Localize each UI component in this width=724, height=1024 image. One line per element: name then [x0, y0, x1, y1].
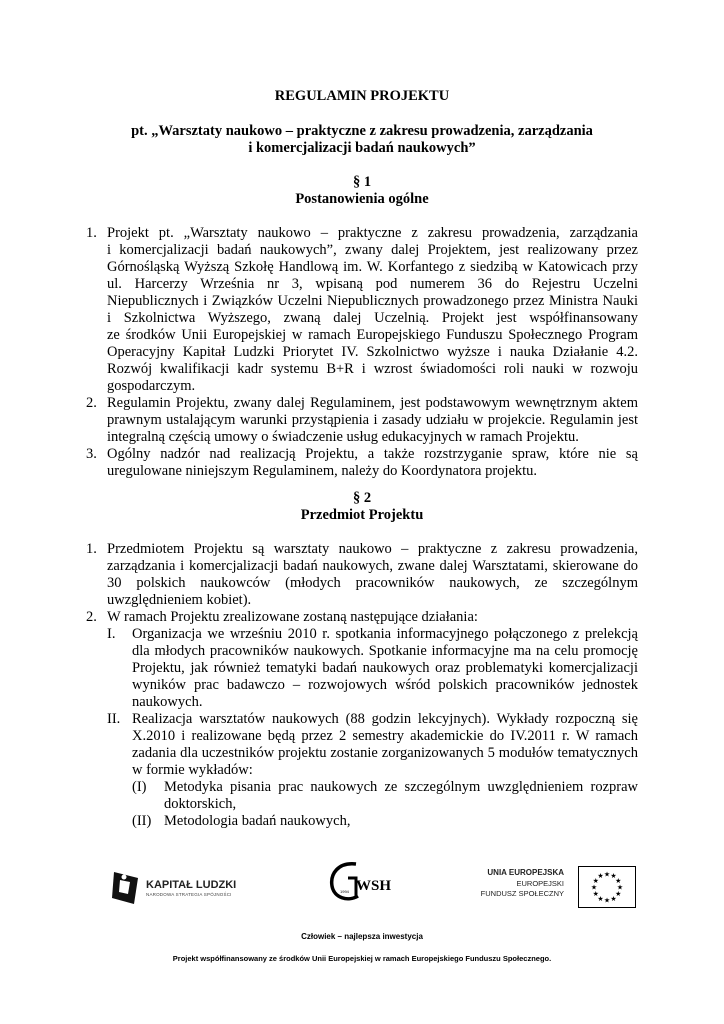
- section-1-item-line: Projekt pt. „Warsztaty naukowo – praktyczne z zakresu prowadzenia, zarządzania: [107, 225, 638, 241]
- svg-text:1994: 1994: [340, 889, 349, 894]
- section-2-item-line: 30 polskich naukowców (młodych pracowników naukowych, ze szczególnym: [107, 575, 638, 591]
- section-2-module-line: Metodyka pisania prac naukowych ze szczególnym uwzględnieniem rozpraw: [164, 779, 638, 795]
- section-1-item-line: Rozwój kwalifikacji kadr systemu B+R i wzrost świadomości roli nauki w rozwoju: [107, 361, 638, 377]
- eu-star-icon: ★: [603, 896, 611, 905]
- section-2-module-line: doktorskich,: [164, 796, 237, 812]
- eu-star-icon: ★: [610, 894, 617, 903]
- footer-logos: [0, 856, 724, 916]
- section-2-item-line: uwzględnieniem kobiet).: [107, 592, 252, 608]
- eu-flag-icon: [578, 866, 636, 908]
- section-2-subitem-line: naukowych.: [132, 694, 203, 710]
- section-2-subitem-number: II.: [107, 711, 121, 727]
- svg-text:WSH: WSH: [356, 878, 392, 894]
- eu-star-icon: ★: [603, 870, 611, 879]
- section-1-item-line: integralną częścią umowy o świadczenie usług edukacyjnych w ramach Projektu.: [107, 429, 579, 445]
- eu-star-icon: ★: [597, 894, 604, 903]
- document-subtitle-line-1: pt. „Warsztaty naukowo – praktyczne z zakresu prowadzenia, zarządzania: [131, 123, 593, 139]
- section-2-item-number: 2.: [86, 609, 97, 625]
- section-1-item-number: 3.: [86, 446, 97, 462]
- section-1-item-line: prawnym ustalającym warunki przystąpienia i zasady udziału w projekcie. Regulamin jest: [107, 412, 638, 428]
- section-2-module-number: (II): [132, 813, 152, 829]
- section-2-module-number: (I): [132, 779, 147, 795]
- section-2-module-line: Metodologia badań naukowych,: [164, 813, 351, 829]
- eu-star-icon: ★: [597, 872, 604, 881]
- section-2-subitem-line: Organizacja we wrześniu 2010 r. spotkania informacyjnego połączonego z prelekcją: [132, 626, 638, 642]
- section-2-subitem-line: dla młodych pracowników naukowych. Spotkanie informacyjne ma na celu promocję: [132, 643, 638, 659]
- section-1-item-line: i Szkolnictwa Wyższego, zwaną dalej Uczelnią. Projekt jest współfinansowany: [107, 310, 638, 326]
- section-2-item-line: Przedmiotem Projektu są warsztaty naukowo – praktyczne z zakresu prowadzenia,: [107, 541, 638, 557]
- eu-star-icon: ★: [590, 883, 598, 892]
- section-2-heading: Przedmiot Projektu: [300, 507, 424, 523]
- section-2-item-number: 1.: [86, 541, 97, 557]
- gwsh-logo: [326, 860, 396, 906]
- eu-text-line-2: EUROPEJSKI: [516, 879, 564, 888]
- section-2-subitem-number: I.: [107, 626, 116, 642]
- section-1-heading: Postanowienia ogólne: [295, 191, 429, 207]
- section-1-item-line: Operacyjny Kapitał Ludzki Priorytet IV. Szkolnictwo wyższe i nauka Działanie 4.2.: [107, 344, 638, 360]
- kapital-ludzki-emblem-icon: [110, 868, 142, 908]
- eu-star-icon: ★: [615, 877, 622, 885]
- section-2-subitem-line: w formie wykładów:: [132, 762, 253, 778]
- section-1-item-line: uregulowane niniejszym Regulaminem, należy do Koordynatora projektu.: [107, 463, 538, 479]
- eu-star-icon: ★: [592, 877, 599, 885]
- section-2-sign: § 2: [352, 490, 372, 506]
- eu-star-icon: ★: [610, 872, 617, 881]
- section-1-item-line: ze środków Unii Europejskiej w ramach Europejskiego Funduszu Społecznego Program: [107, 327, 638, 343]
- section-1-item-line: Ogólny nadzór nad realizacją Projektu, a także rozstrzyganie spraw, które nie są: [107, 446, 638, 462]
- section-2-subitem-line: zadania dla uczestników projektu zostanie zorganizowanych 5 modułów tematycznych: [132, 745, 638, 761]
- section-2-subitem-line: Realizacja warsztatów naukowych (88 godzin lekcyjnych). Wykłady rozpoczną się: [132, 711, 638, 727]
- document-subtitle-line-2: i komercjalizacji badań naukowych”: [248, 140, 476, 156]
- section-2-item-line: zarządzania i komercjalizacji badań naukowych, zwane dalej Warsztatami, skierowane do: [107, 558, 638, 574]
- eu-text-line-1: UNIA EUROPEJSKA: [487, 868, 564, 877]
- document-title: REGULAMIN PROJEKTU: [274, 88, 450, 104]
- section-1-item-line: Regulamin Projektu, zwany dalej Regulaminem, jest podstawowym wewnętrznym aktem: [107, 395, 638, 411]
- section-1-item-line: Niepublicznych i Związków Uczelni Niepublicznych prowadzonego przez Ministra Nauki: [107, 293, 638, 309]
- kapital-ludzki-logo: [110, 868, 240, 908]
- kapital-ludzki-text: KAPITAŁ LUDZKI: [146, 879, 237, 891]
- section-1-item-line: i komercjalizacji badań naukowych”, zwany dalej Projektem, jest realizowany przez: [107, 242, 638, 258]
- section-1-item-line: ul. Harcerzy Września nr 3, wpisaną pod numerem 36 do Rejestru Uczelni: [107, 276, 638, 292]
- kapital-ludzki-subtext: NARODOWA STRATEGIA SPÓJNOŚCI: [146, 892, 232, 897]
- eu-text-line-3: FUNDUSZ SPOŁECZNY: [480, 889, 564, 898]
- section-1-item-number: 2.: [86, 395, 97, 411]
- eu-star-icon: ★: [615, 890, 622, 898]
- section-2-item-line: W ramach Projektu zrealizowane zostaną następujące działania:: [107, 609, 478, 625]
- section-1-sign: § 1: [352, 174, 372, 190]
- eu-star-icon: ★: [616, 883, 624, 892]
- section-2-subitem-line: Projektu, jak również tematyki badań naukowych oraz problematyki komercjalizacji: [132, 660, 638, 676]
- footer-funding-note: Projekt współfinansowany ze środków Unii Europejskiej w ramach Europejskiego Funduszu Społecznego.: [172, 954, 552, 963]
- section-2-subitem-line: wyników prac badawczo – rozwojowych wśród polskich pracowników jednostek: [132, 677, 638, 693]
- eu-logo: [478, 866, 636, 908]
- footer-slogan: Człowiek – najlepsza inwestycja: [301, 932, 423, 941]
- section-1-item-line: Górnośląską Wyższą Szkołę Handlową im. W. Korfantego z siedzibą w Katowicach przy: [107, 259, 638, 275]
- section-1-item-line: gospodarczym.: [107, 378, 196, 394]
- eu-star-icon: ★: [592, 890, 599, 898]
- section-2-subitem-line: X.2010 i realizowane będą przez 2 semestry akademickie do IV.2011 r. W ramach: [132, 728, 638, 744]
- section-1-item-number: 1.: [86, 225, 97, 241]
